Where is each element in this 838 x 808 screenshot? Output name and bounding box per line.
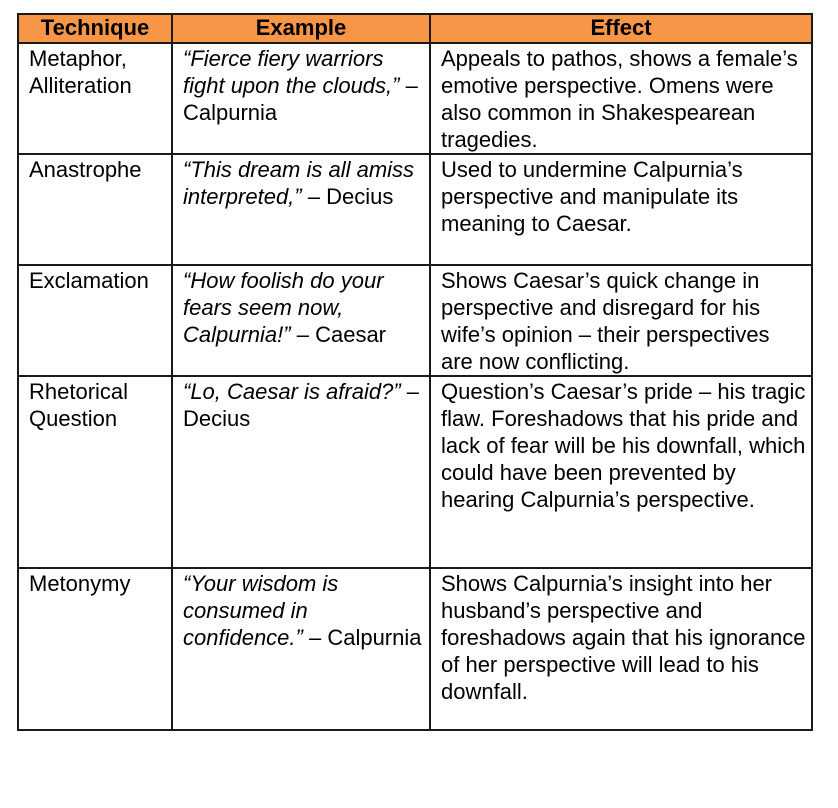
example-cell bbox=[172, 265, 430, 376]
header-technique: Technique bbox=[18, 14, 172, 43]
effect-cell: Shows Caesar’s quick change in perspective and disregard for his wife’s opinion – their perspectives are now conflicting. bbox=[430, 265, 812, 376]
technique-cell: Metaphor, Alliteration bbox=[18, 43, 172, 154]
header-effect: Effect bbox=[430, 14, 812, 43]
example-quote: “How foolish do your fears seem now, Calpurnia!” bbox=[183, 268, 384, 347]
table-row bbox=[18, 265, 812, 376]
table-body bbox=[18, 43, 812, 730]
technique-cell: Anastrophe bbox=[18, 154, 172, 265]
example-speaker: – Decius bbox=[307, 184, 394, 209]
effect-cell: Appeals to pathos, shows a female’s emotive perspective. Omens were also common in Shakespearean tragedies. bbox=[430, 43, 812, 154]
technique-cell: Metonymy bbox=[18, 568, 172, 730]
technique-cell: Rhetorical Question bbox=[18, 376, 172, 568]
example-speaker: – Caesar bbox=[296, 322, 387, 347]
example-quote: “Your wisdom is consumed in confidence.” – bbox=[183, 571, 339, 650]
example-quote: “Lo, Caesar is afraid?” bbox=[183, 379, 401, 404]
technique-cell: Exclamation bbox=[18, 265, 172, 376]
techniques-table bbox=[17, 13, 813, 731]
header-row bbox=[18, 14, 812, 43]
effect-cell: Question’s Caesar’s pride – his tragic flaw. Foreshadows that his pride and lack of fear will be his downfall, which could have been prevented by hearing Calpurnia’s perspective. bbox=[430, 376, 812, 568]
example-cell bbox=[172, 43, 430, 154]
example-quote: “Fierce fiery warriors fight upon the clouds,” bbox=[183, 46, 400, 98]
example-cell bbox=[172, 376, 430, 568]
example-cell bbox=[172, 568, 430, 730]
effect-cell: Shows Calpurnia’s insight into her husband’s perspective and foreshadows again that his ignorance of her perspective will lead to his downfall. bbox=[430, 568, 812, 730]
table-header bbox=[18, 14, 812, 43]
example-speaker: – Calpurnia bbox=[183, 73, 418, 125]
example-speaker: – Decius bbox=[183, 379, 420, 431]
table-row bbox=[18, 43, 812, 154]
table-row bbox=[18, 568, 812, 730]
example-cell bbox=[172, 154, 430, 265]
table-row bbox=[18, 154, 812, 265]
example-quote: “This dream is all amiss interpreted,” bbox=[183, 157, 415, 209]
example-speaker: Calpurnia bbox=[327, 625, 422, 650]
header-example: Example bbox=[172, 14, 430, 43]
table-row bbox=[18, 376, 812, 568]
effect-cell: Used to undermine Calpurnia’s perspective and manipulate its meaning to Caesar. bbox=[430, 154, 812, 265]
